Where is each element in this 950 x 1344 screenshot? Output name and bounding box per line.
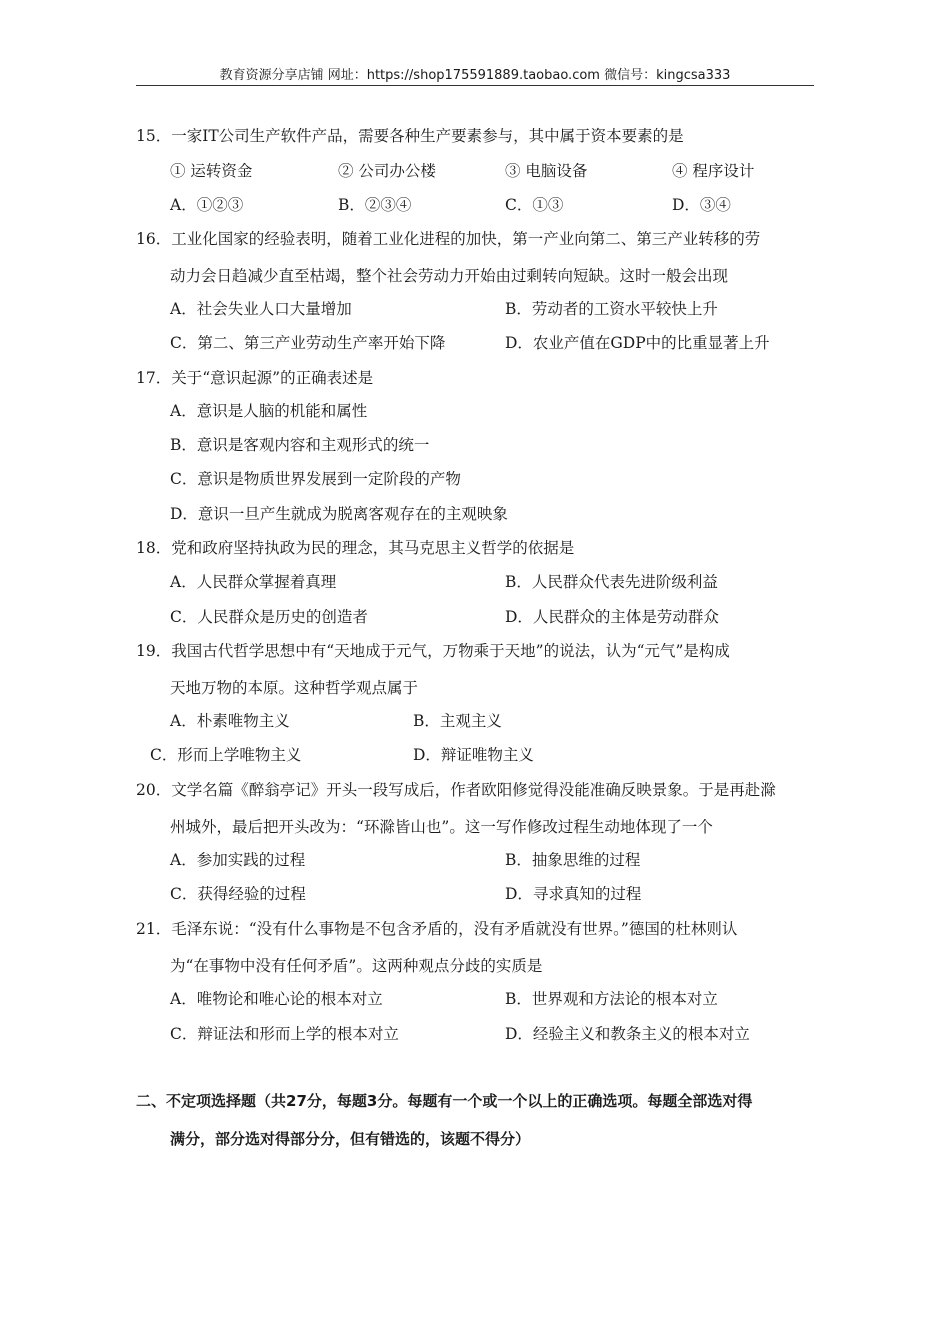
q20-option-b: B．抽象思维的过程 — [505, 851, 641, 869]
q21-option-a: A．唯物论和唯心论的根本对立 — [170, 990, 383, 1008]
section-2-heading-line1: 二、不定项选择题（共27分，每题3分。每题有一个或一个以上的正确选项。每题全部选对得 — [136, 1092, 753, 1110]
q15-item-2: ② 公司办公楼 — [338, 162, 436, 180]
question-21-stem-line1: 21．毛泽东说：“没有什么事物是不包含矛盾的，没有矛盾就没有世界。”德国的杜林则认 — [136, 920, 738, 938]
q21-option-d: D．经验主义和教条主义的根本对立 — [505, 1025, 750, 1043]
q16-option-a: A．社会失业人口大量增加 — [170, 300, 352, 318]
q16-option-d: D．农业产值在GDP中的比重显著上升 — [505, 334, 770, 352]
question-18-stem: 18．党和政府坚持执政为民的理念，其马克思主义哲学的依据是 — [136, 539, 575, 557]
q20-option-d: D．寻求真知的过程 — [505, 885, 642, 903]
q19-option-b: B．主观主义 — [413, 712, 502, 730]
q16-option-c: C．第二、第三产业劳动生产率开始下降 — [170, 334, 446, 352]
q18-option-a: A．人民群众掌握着真理 — [170, 573, 337, 591]
question-21-stem-line2: 为“在事物中没有任何矛盾”。这两种观点分歧的实质是 — [170, 957, 543, 975]
question-19-stem-line1: 19．我国古代哲学思想中有“天地成于元气，万物乘于天地”的说法，认为“元气”是构成 — [136, 642, 730, 660]
q20-option-a: A．参加实践的过程 — [170, 851, 306, 869]
q21-option-b: B．世界观和方法论的根本对立 — [505, 990, 718, 1008]
q15-item-1: ① 运转资金 — [170, 162, 253, 180]
section-2-heading-line2: 满分，部分选对得部分分，但有错选的，该题不得分） — [170, 1130, 531, 1148]
q17-option-c: C．意识是物质世界发展到一定阶段的产物 — [170, 470, 461, 488]
q18-option-d: D．人民群众的主体是劳动群众 — [505, 608, 719, 626]
q17-option-b: B．意识是客观内容和主观形式的统一 — [170, 436, 430, 454]
q21-option-c: C．辩证法和形而上学的根本对立 — [170, 1025, 399, 1043]
question-17-stem: 17．关于“意识起源”的正确表述是 — [136, 369, 374, 387]
q15-item-3: ③ 电脑设备 — [505, 162, 588, 180]
page-header: 教育资源分享店铺 网址：https://shop175591889.taobao.com 微信号：kingcsa333 — [219, 68, 731, 83]
q18-option-b: B．人民群众代表先进阶级利益 — [505, 573, 718, 591]
q19-option-d: D．辩证唯物主义 — [413, 746, 534, 764]
q16-option-b: B．劳动者的工资水平较快上升 — [505, 300, 718, 318]
q15-option-a: A．①②③ — [170, 196, 244, 214]
question-20-stem-line2: 州城外，最后把开头改为：“环滁皆山也”。这一写作修改过程生动地体现了一个 — [170, 818, 713, 836]
question-19-stem-line2: 天地万物的本原。这种哲学观点属于 — [170, 679, 419, 697]
q17-option-d: D．意识一旦产生就成为脱离客观存在的主观映象 — [170, 505, 508, 523]
question-16-stem-line1: 16．工业化国家的经验表明，随着工业化进程的加快，第一产业向第二、第三产业转移的劳 — [136, 230, 761, 248]
q15-option-d: D．③④ — [672, 196, 731, 214]
header-divider — [136, 85, 814, 86]
q15-option-c: C．①③ — [505, 196, 564, 214]
q20-option-c: C．获得经验的过程 — [170, 885, 306, 903]
question-15-stem: 15．一家IT公司生产软件产品，需要各种生产要素参与，其中属于资本要素的是 — [136, 127, 684, 145]
question-20-stem-line1: 20．文学名篇《醉翁亭记》开头一段写成后，作者欧阳修觉得没能准确反映景象。于是再赴滁 — [136, 781, 776, 799]
q18-option-c: C．人民群众是历史的创造者 — [170, 608, 368, 626]
question-16-stem-line2: 动力会日趋减少直至枯竭，整个社会劳动力开始由过剩转向短缺。这时一般会出现 — [170, 267, 729, 285]
q15-option-b: B．②③④ — [338, 196, 412, 214]
q15-item-4: ④ 程序设计 — [672, 162, 755, 180]
q19-option-c: C．形而上学唯物主义 — [150, 746, 302, 764]
q19-option-a: A．朴素唯物主义 — [170, 712, 290, 730]
q17-option-a: A．意识是人脑的机能和属性 — [170, 402, 368, 420]
